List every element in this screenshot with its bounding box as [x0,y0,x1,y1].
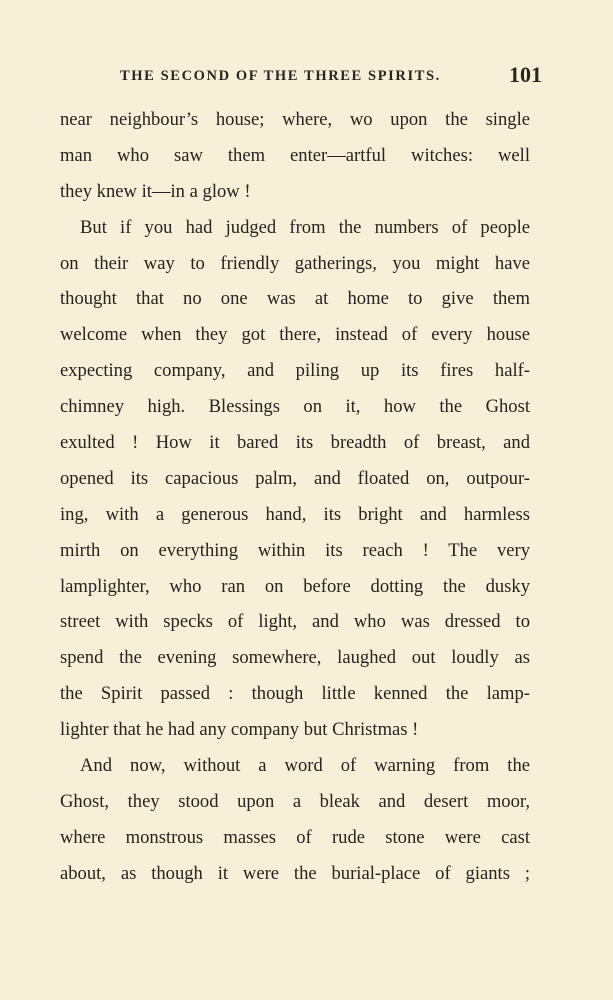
text-line: opened its capacious palm, and floated on, outpour- [60,467,530,489]
text-line: mirth on everything within its reach ! The very [60,539,530,561]
text-line: ing, with a generous hand, its bright and harmless [60,503,530,525]
text-line: chimney high. Blessings on it, how the Ghost [60,396,530,418]
text-line: Ghost, they stood upon a bleak and desert moor, [60,790,530,812]
text-line: street with specks of light, and who was dressed to [60,611,530,633]
text-line: thought that no one was at home to give them [60,288,530,310]
text-line: they knew it—in a glow ! [60,180,251,202]
text-line: expecting company, and piling up its fires half- [60,360,530,382]
text-line: spend the evening somewhere, laughed out loudly as [60,647,530,669]
text-line: near neighbour’s house; where, wo upon the single [60,109,530,130]
body-text [60,102,530,892]
text-line: where monstrous masses of rude stone were cast [60,826,530,848]
running-head [60,62,542,90]
text-line: exulted ! How it bared its breadth of breast, and [60,432,530,454]
text-line: about, as though it were the burial-place of giants ; [60,862,530,884]
text-line: But if you had judged from the numbers of people [80,216,530,238]
text-line: on their way to friendly gatherings, you might have [60,252,530,274]
text-line: the Spirit passed : though little kenned the lamp- [60,683,530,705]
text-line: welcome when they got there, instead of every house [60,324,530,346]
text-line: lamplighter, who ran on before dotting the dusky [60,575,530,597]
text-line: man who saw them enter—artful witches: well [60,144,530,166]
running-title: THE SECOND OF THE THREE SPIRITS. [120,68,441,84]
text-line: lighter that he had any company but Christmas ! [60,719,419,741]
page-number: 101 [509,62,542,87]
text-line: And now, without a word of warning from the [80,755,530,777]
